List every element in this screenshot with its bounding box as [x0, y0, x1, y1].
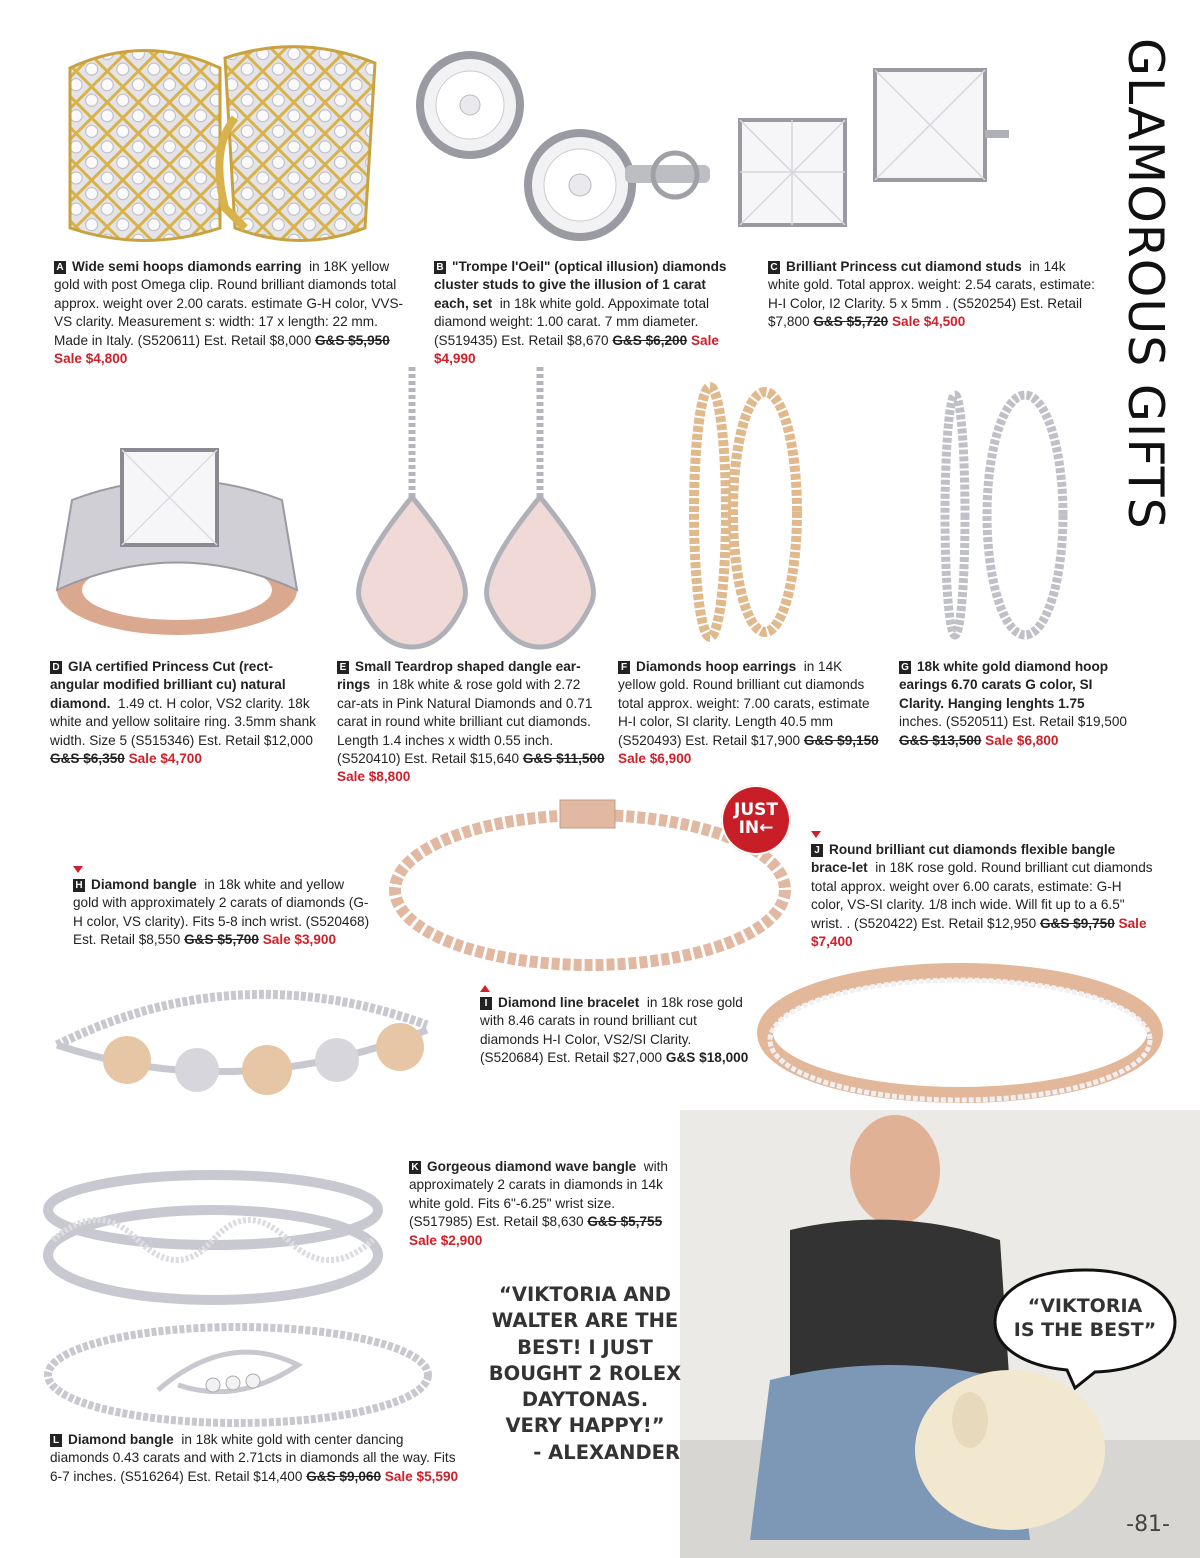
- sale-price: Sale $4,800: [54, 351, 128, 367]
- sale-price: Sale $4,500: [891, 314, 966, 330]
- letter-e: E: [337, 661, 349, 674]
- dog-quote: “VIKTORIA IS THE BEST”: [1013, 1295, 1157, 1341]
- gs-price: G&S $5,950: [314, 332, 390, 348]
- sale-price: Sale $8,800: [337, 769, 411, 785]
- letter-j: J: [811, 844, 823, 857]
- product-name: GIA certified Princess Cut (rect-angular modified brilliant cu) natural diamond.: [50, 659, 286, 711]
- product-desc: with approximately 2 carats in diamonds in 14k white gold. Fits 6"-6.25" wrist size. (S517985) Est. Retail $8,630: [409, 1159, 668, 1230]
- product-image-k: [38, 1160, 388, 1310]
- gs-price: G&S $6,200: [612, 332, 688, 348]
- product-image-c: [730, 60, 1010, 240]
- product-desc: in 14K yellow gold. Round brilliant cut diamonds total approx. weight: 7.00 carats, estimate H-I color, SI clarity. Length 40.5 mm (S520493) Est. Retail $17,900: [618, 659, 870, 748]
- gs-price: G&S $9,750: [1039, 915, 1115, 931]
- product-image-l: [38, 1315, 438, 1435]
- product-desc: in 18k white gold. Appoximate total diamond weight: 1.00 carat. 7 mm diameter. (S519435) Est. Retail $8,670: [434, 295, 710, 348]
- product-desc: 1.49 ct. H color, VS2 clarity. 18k white and yellow solitaire ring. 3.5mm shank width. Size 5 (S515346) Est. Retail $12,000: [50, 695, 316, 748]
- sale-price: Sale $7,400: [811, 915, 1147, 950]
- page-title: GLAMOROUS GIFTS: [1117, 38, 1174, 530]
- letter-d: D: [50, 661, 62, 674]
- product-i: [480, 994, 750, 1068]
- product-h: [73, 876, 373, 950]
- sale-price: Sale $4,700: [128, 751, 202, 767]
- product-c: [768, 258, 1098, 332]
- product-desc: in 18k white and yellow gold with approximately 2 carats of diamonds (G-H color, VS clarity). Fits 5-8 inch wrist. (S520468) Est. Retail $8,550: [73, 877, 370, 948]
- product-desc: in 18K yellow gold with post Omega clip. Round brilliant diamonds total approx. weight over 2.00 carats. estimate G-H color, VVS-VS clarity. Measurement s: width: 17 x length: 22 mm. Made in Italy. (S520611) Est. Retail $8,000: [54, 259, 404, 348]
- product-a: [54, 258, 409, 368]
- arrow-left-icon: ←: [759, 818, 774, 838]
- product-image-h: [42, 975, 437, 1105]
- sale-price: Sale $2,900: [409, 1232, 483, 1248]
- gs-price: G&S $18,000: [665, 1050, 749, 1066]
- product-g: [899, 658, 1129, 750]
- product-name: Diamond bangle: [91, 877, 197, 892]
- product-desc: in 18k white & rose gold with 2.72 car-ats in Pink Natural Diamonds and 0.71 carat in round white brilliant cut diamonds. Length 1.4 inches x width 0.55 inch. (S520410) Est. Retail $15,640: [337, 677, 593, 767]
- gs-price: G&S $11,500: [522, 751, 605, 767]
- letter-b: B: [434, 261, 446, 274]
- product-image-f: [680, 382, 810, 647]
- product-f: [618, 658, 883, 768]
- letter-a: A: [54, 261, 66, 274]
- letter-c: C: [768, 261, 780, 274]
- gs-price: G&S $6,350: [50, 751, 125, 767]
- product-desc: in 18K rose gold. Round brilliant cut diamonds total approx. weight over 6.00 carats, estimate: G-H color, VS-SI clarity. 1/8 inch wide. Will fit up to a 6.5" wrist. . (S520422) Est. Retail $12,950: [811, 860, 1153, 931]
- just-in-badge: JUST IN←: [721, 785, 791, 855]
- sale-price: Sale $6,900: [618, 751, 692, 767]
- product-name: Small Teardrop shaped dangle ear-rings: [337, 659, 581, 693]
- sale-price: Sale $6,800: [985, 732, 1059, 748]
- product-desc: in 14k white gold. Total approx. weight: 2.54 carats, estimate: H-I Color, I2 Clarity. 5 x 5mm . (S520254) Est. Retail $7,800: [768, 259, 1095, 330]
- product-image-e: [340, 362, 610, 652]
- product-j: [811, 841, 1156, 951]
- product-name: Gorgeous diamond wave bangle: [427, 1159, 637, 1174]
- product-k: [409, 1158, 674, 1250]
- gs-price: G&S $9,150: [803, 732, 879, 748]
- new-marker-i: [480, 985, 490, 992]
- product-desc: inches. (S520511) Est. Retail $19,500: [899, 714, 1127, 730]
- gs-price: G&S $5,720: [813, 314, 889, 330]
- page-number: -81-: [1126, 1512, 1170, 1537]
- letter-k: K: [409, 1161, 421, 1174]
- product-name: Round brilliant cut diamonds flexible bangle brace-let: [811, 842, 1116, 876]
- customer-quote: “VIKTORIA AND WALTER ARE THE BEST! I JUST BOUGHT 2 ROLEX DAYTONAS. VERY HAPPY!” - ALEXANDER: [470, 1282, 700, 1466]
- product-image-b: [410, 45, 720, 245]
- new-marker-h: [73, 866, 83, 873]
- product-name: "Trompe l'Oeil" (optical illusion) diamonds cluster studs to give the illusion of 1 carat each, set: [434, 259, 727, 311]
- product-b: [434, 258, 734, 368]
- letter-i: I: [480, 997, 492, 1010]
- quote-author: - ALEXANDER: [533, 1440, 680, 1464]
- product-name: Brilliant Princess cut diamond studs: [786, 259, 1022, 274]
- letter-f: F: [618, 661, 630, 674]
- new-marker-j: [811, 831, 821, 838]
- letter-l: L: [50, 1434, 62, 1447]
- product-desc: in 18k white gold with center dancing diamonds 0.43 carats and with 2.71cts in diamonds all the way. Fits 6-7 inches. (S516264) Est. Retail $14,400: [50, 1432, 456, 1484]
- letter-g: G: [899, 661, 911, 674]
- sale-price: Sale $4,990: [434, 332, 719, 367]
- gs-price: G&S $13,500: [899, 732, 982, 748]
- product-name: Diamond line bracelet: [498, 995, 640, 1010]
- product-e: [337, 658, 607, 787]
- product-name: Diamond bangle: [68, 1432, 174, 1447]
- product-image-d: [42, 440, 312, 645]
- product-desc: in 18k rose gold with 8.46 carats in round brilliant cut diamonds H-I Color, VS2/SI Clarity. (S520684) Est. Retail $27,000: [480, 995, 743, 1066]
- product-d: [50, 658, 320, 768]
- gs-price: G&S $9,060: [306, 1468, 381, 1484]
- product-name: 18k white gold diamond hoop earings 6.70 carats G color, SI Clarity. Hanging lenghts 1.75: [899, 659, 1109, 711]
- product-l: [50, 1431, 465, 1486]
- sale-price: Sale $3,900: [262, 932, 337, 948]
- product-image-a: [45, 38, 395, 248]
- product-name: Wide semi hoops diamonds earring: [72, 259, 302, 274]
- sale-price: Sale $5,590: [384, 1468, 459, 1484]
- letter-h: H: [73, 879, 85, 892]
- product-name: Diamonds hoop earrings: [636, 659, 797, 674]
- product-image-j: [755, 958, 1165, 1108]
- gs-price: G&S $5,755: [587, 1214, 663, 1230]
- product-image-g: [930, 385, 1070, 645]
- gs-price: G&S $5,700: [184, 932, 259, 948]
